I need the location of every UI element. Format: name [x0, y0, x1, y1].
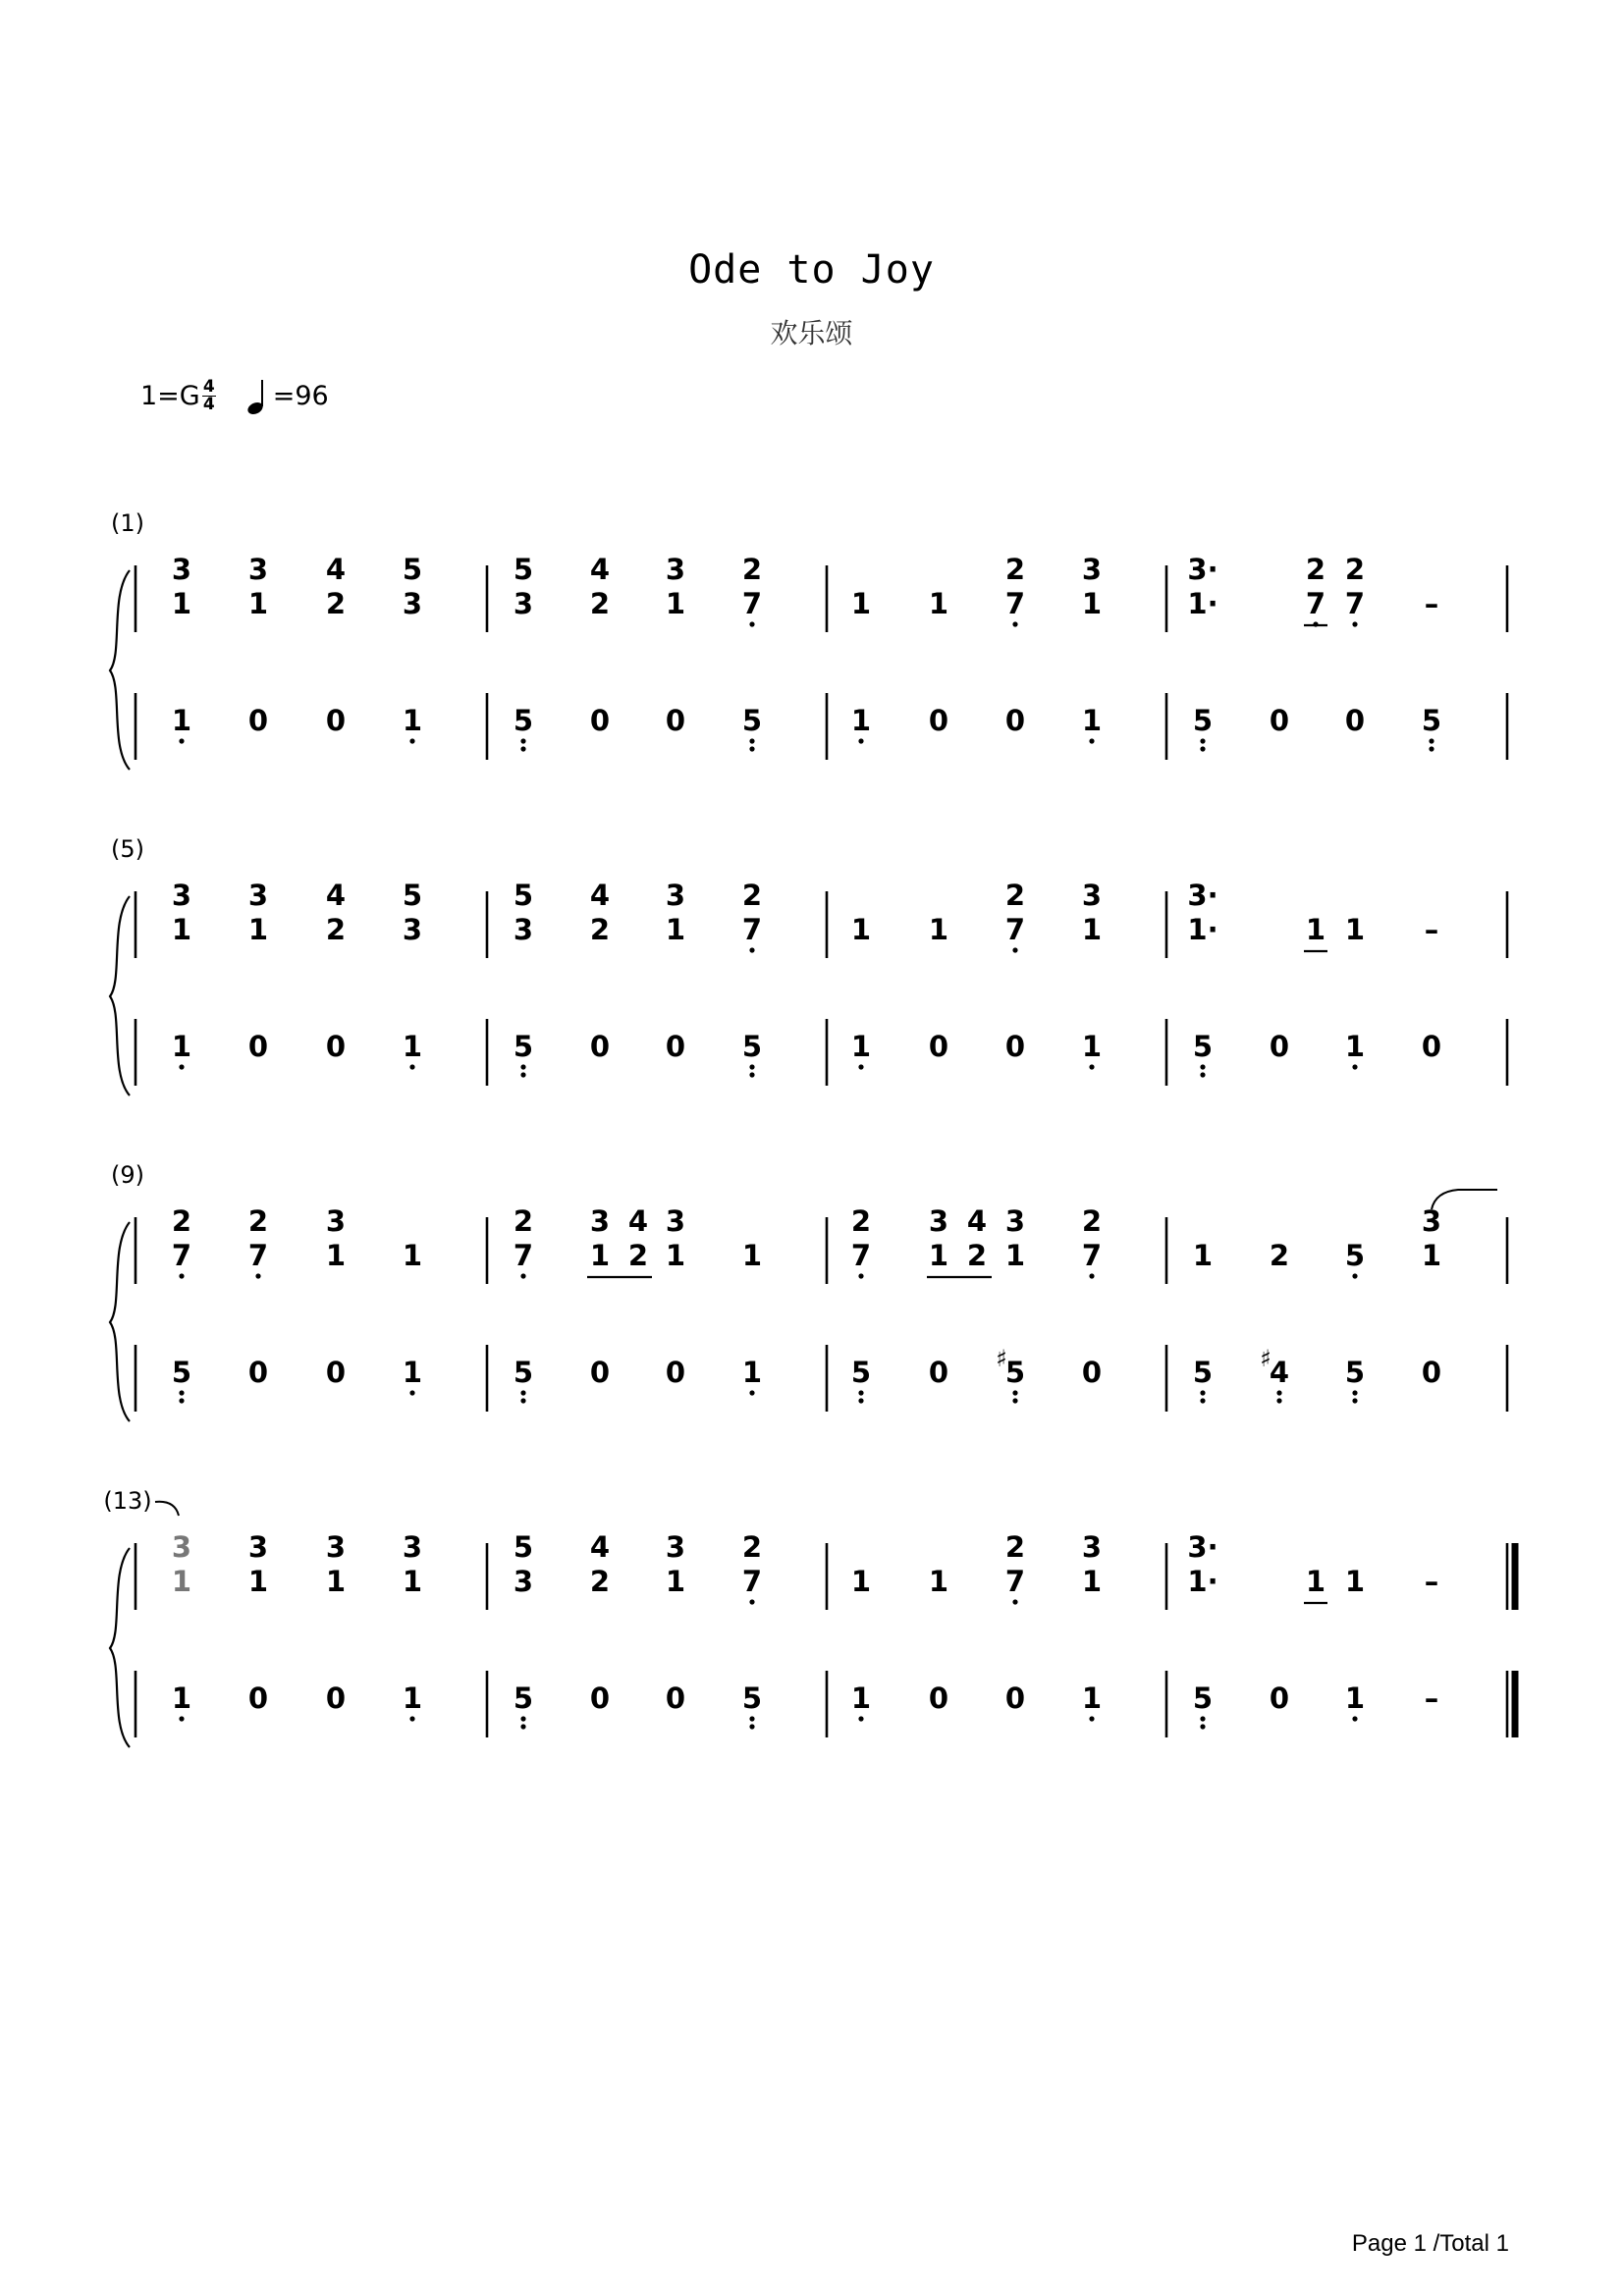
- lower-note: 7: [171, 1239, 192, 1272]
- upper-note: 2: [1081, 1204, 1103, 1238]
- upper-note: 2: [513, 1204, 534, 1238]
- upper-note: 5: [513, 1530, 534, 1564]
- bass-note: 0: [665, 1682, 686, 1715]
- lower-note: 1: [171, 1565, 192, 1598]
- low-octave-dot: [749, 746, 754, 751]
- lower-note: 3: [513, 587, 534, 620]
- upper-note: 4: [627, 1204, 649, 1238]
- system-brace: [110, 896, 130, 1095]
- bass-note: 5: [1421, 704, 1442, 737]
- upper-note: 3·: [1187, 553, 1218, 586]
- low-octave-dot: [520, 1273, 525, 1278]
- lower-note: 1: [928, 913, 949, 946]
- low-octave-dot: [1200, 746, 1205, 751]
- lower-note: 1: [1421, 1239, 1442, 1272]
- low-octave-dot: [1352, 1273, 1357, 1278]
- low-octave-dot: [749, 1390, 754, 1395]
- bass-note: 1: [1081, 704, 1103, 737]
- upper-note: 3: [1081, 879, 1103, 912]
- lower-note: 1: [589, 1239, 611, 1272]
- upper-note: 4: [966, 1204, 988, 1238]
- upper-note: 3: [247, 553, 269, 586]
- upper-note: 4: [589, 553, 611, 586]
- bass-note: 5: [850, 1356, 872, 1389]
- lower-note: –: [1424, 913, 1439, 946]
- bass-note: 1: [171, 704, 192, 737]
- lower-note: 2: [325, 913, 347, 946]
- bass-note: 5: [1192, 704, 1214, 737]
- time-signature-top: 4: [202, 376, 215, 397]
- lower-note: 1: [1192, 1239, 1214, 1272]
- upper-note: 3: [402, 1530, 423, 1564]
- low-octave-dot: [409, 1716, 414, 1721]
- lower-note: 1: [402, 1239, 423, 1272]
- lower-note: 3: [513, 1565, 534, 1598]
- low-octave-dot: [520, 1724, 525, 1729]
- low-octave-dot: [1200, 1390, 1205, 1395]
- bass-note: 0: [589, 1682, 611, 1715]
- lower-note: 1: [325, 1565, 347, 1598]
- lower-note: 1: [171, 587, 192, 620]
- page-footer: Page 1 /Total 1: [1351, 2230, 1509, 2257]
- low-octave-dot: [1200, 1716, 1205, 1721]
- bass-note: 0: [1421, 1030, 1442, 1063]
- bass-note: 1: [1344, 1030, 1366, 1063]
- low-octave-dot: [179, 1716, 184, 1721]
- lower-note: 1: [1305, 913, 1326, 946]
- bass-note: 5: [741, 1682, 763, 1715]
- bass-note: 5: [1004, 1356, 1026, 1389]
- lower-note: 3: [402, 913, 423, 946]
- upper-note: 3: [1004, 1204, 1026, 1238]
- lower-note: 7: [1305, 587, 1326, 620]
- lower-note: 7: [1004, 587, 1026, 620]
- upper-note: 3: [171, 879, 192, 912]
- bass-note: 0: [665, 1356, 686, 1389]
- lower-note: 1: [741, 1239, 763, 1272]
- lower-note: 1: [928, 587, 949, 620]
- tempo: =96: [272, 380, 329, 411]
- upper-note: 4: [589, 1530, 611, 1564]
- low-octave-dot: [1012, 621, 1017, 626]
- upper-note: 2: [1004, 1530, 1026, 1564]
- lower-note: 1·: [1187, 1565, 1218, 1598]
- low-octave-dot: [858, 1716, 863, 1721]
- system-brace: [110, 570, 130, 770]
- bass-note: 1: [171, 1030, 192, 1063]
- upper-note: 2: [850, 1204, 872, 1238]
- lower-note: 7: [741, 1565, 763, 1598]
- lower-note: 1: [1004, 1239, 1026, 1272]
- low-octave-dot: [1352, 1716, 1357, 1721]
- upper-note: 3: [247, 879, 269, 912]
- low-octave-dot: [1089, 1064, 1094, 1069]
- lower-note: 1: [1344, 1565, 1366, 1598]
- upper-note: 5: [402, 879, 423, 912]
- bass-note: 1: [850, 704, 872, 737]
- bass-note: 0: [1421, 1356, 1442, 1389]
- low-octave-dot: [255, 1273, 260, 1278]
- low-octave-dot: [749, 1072, 754, 1077]
- system-brace: [110, 1222, 130, 1421]
- lower-note: 1·: [1187, 587, 1218, 620]
- bass-note: 0: [1269, 704, 1290, 737]
- low-octave-dot: [409, 1390, 414, 1395]
- low-octave-dot: [520, 1716, 525, 1721]
- bass-note: 0: [247, 704, 269, 737]
- lower-note: 1: [665, 587, 686, 620]
- lower-note: 7: [1344, 587, 1366, 620]
- low-octave-dot: [749, 1716, 754, 1721]
- bass-note: 1: [741, 1356, 763, 1389]
- bass-note: 1: [850, 1030, 872, 1063]
- bass-note: 0: [589, 704, 611, 737]
- lower-note: 2: [1269, 1239, 1290, 1272]
- upper-note: 2: [171, 1204, 192, 1238]
- lower-note: 2: [966, 1239, 988, 1272]
- low-octave-dot: [520, 1064, 525, 1069]
- lower-note: 1: [928, 1565, 949, 1598]
- lower-note: 7: [741, 587, 763, 620]
- upper-note: 3: [1421, 1204, 1442, 1238]
- lower-note: 5: [1344, 1239, 1366, 1272]
- system-number: (13): [103, 1487, 152, 1515]
- lower-note: 7: [513, 1239, 534, 1272]
- sharp-sign: ♯: [996, 1345, 1007, 1372]
- low-octave-dot: [1012, 947, 1017, 952]
- low-octave-dot: [858, 1273, 863, 1278]
- upper-note: 3: [171, 553, 192, 586]
- low-octave-dot: [858, 1390, 863, 1395]
- upper-note: 3·: [1187, 879, 1218, 912]
- bass-note: 5: [1344, 1356, 1366, 1389]
- low-octave-dot: [749, 1724, 754, 1729]
- upper-note: 3·: [1187, 1530, 1218, 1564]
- low-octave-dot: [1089, 1716, 1094, 1721]
- upper-note: 5: [402, 553, 423, 586]
- bass-note: 4: [1269, 1356, 1290, 1389]
- lower-note: 1: [1344, 913, 1366, 946]
- system-number: (9): [111, 1161, 144, 1189]
- lower-note: 2: [325, 587, 347, 620]
- low-octave-dot: [179, 738, 184, 743]
- low-octave-dot: [1429, 746, 1434, 751]
- low-octave-dot: [520, 738, 525, 743]
- lower-note: 1: [850, 587, 872, 620]
- upper-note: 2: [741, 553, 763, 586]
- upper-note: 3: [1081, 553, 1103, 586]
- upper-note: 4: [325, 553, 347, 586]
- low-octave-dot: [179, 1273, 184, 1278]
- bass-note: 0: [247, 1682, 269, 1715]
- upper-note: 4: [325, 879, 347, 912]
- bass-note: 0: [589, 1356, 611, 1389]
- low-octave-dot: [1012, 1398, 1017, 1403]
- bass-note: 5: [741, 704, 763, 737]
- time-signature-bottom: 4: [202, 394, 215, 414]
- low-octave-dot: [409, 738, 414, 743]
- upper-note: 2: [1004, 553, 1026, 586]
- bass-note: 0: [665, 704, 686, 737]
- lower-note: 7: [1004, 1565, 1026, 1598]
- lower-note: 1: [171, 913, 192, 946]
- low-octave-dot: [1089, 1273, 1094, 1278]
- sharp-sign: ♯: [1260, 1345, 1271, 1372]
- upper-note: 2: [741, 879, 763, 912]
- bass-note: 5: [1192, 1356, 1214, 1389]
- bass-note: 1: [1081, 1682, 1103, 1715]
- bass-note: 0: [325, 1356, 347, 1389]
- bass-note: 5: [741, 1030, 763, 1063]
- bass-note: 0: [325, 1030, 347, 1063]
- low-octave-dot: [749, 1599, 754, 1604]
- tie-arc: [155, 1502, 179, 1516]
- upper-note: 3: [325, 1204, 347, 1238]
- low-octave-dot: [1352, 1398, 1357, 1403]
- lower-note: 1: [665, 1565, 686, 1598]
- bass-note: 0: [1269, 1030, 1290, 1063]
- lower-note: 1: [665, 913, 686, 946]
- low-octave-dot: [1276, 1398, 1281, 1403]
- lower-note: 3: [513, 913, 534, 946]
- upper-note: 2: [247, 1204, 269, 1238]
- lower-note: 1: [1081, 1565, 1103, 1598]
- lower-note: 3: [402, 587, 423, 620]
- lower-note: 2: [627, 1239, 649, 1272]
- bass-note: 0: [1081, 1356, 1103, 1389]
- system-number: (5): [111, 835, 144, 863]
- lower-note: 7: [1004, 913, 1026, 946]
- low-octave-dot: [520, 1390, 525, 1395]
- low-octave-dot: [1200, 1072, 1205, 1077]
- low-octave-dot: [858, 1398, 863, 1403]
- low-octave-dot: [1200, 1398, 1205, 1403]
- lower-note: 1·: [1187, 913, 1218, 946]
- bass-note: 0: [1004, 1682, 1026, 1715]
- score-title: Ode to Joy: [688, 247, 935, 293]
- low-octave-dot: [1200, 738, 1205, 743]
- lower-note: –: [1424, 587, 1439, 620]
- bass-note: 0: [928, 1682, 949, 1715]
- low-octave-dot: [1200, 1724, 1205, 1729]
- lower-note: 1: [850, 1565, 872, 1598]
- bass-note: 0: [589, 1030, 611, 1063]
- bass-note: 0: [247, 1356, 269, 1389]
- low-octave-dot: [179, 1064, 184, 1069]
- bass-note: 1: [402, 1682, 423, 1715]
- low-octave-dot: [749, 621, 754, 626]
- upper-note: 3: [928, 1204, 949, 1238]
- low-octave-dot: [520, 1398, 525, 1403]
- bass-note: 1: [1344, 1682, 1366, 1715]
- lower-note: 1: [665, 1239, 686, 1272]
- low-octave-dot: [1352, 621, 1357, 626]
- low-octave-dot: [179, 1390, 184, 1395]
- low-octave-dot: [858, 1064, 863, 1069]
- upper-note: 5: [513, 879, 534, 912]
- lower-note: 1: [325, 1239, 347, 1272]
- upper-note: 4: [589, 879, 611, 912]
- low-octave-dot: [179, 1398, 184, 1403]
- low-octave-dot: [1089, 738, 1094, 743]
- upper-note: 3: [325, 1530, 347, 1564]
- score-subtitle: 欢乐颂: [770, 317, 853, 349]
- bass-note: 0: [665, 1030, 686, 1063]
- lower-note: 2: [589, 913, 611, 946]
- upper-note: 2: [1344, 553, 1366, 586]
- bass-note: 1: [402, 1356, 423, 1389]
- upper-note: 5: [513, 553, 534, 586]
- low-octave-dot: [1200, 1064, 1205, 1069]
- system-brace: [110, 1548, 130, 1747]
- bass-note: 0: [1004, 704, 1026, 737]
- low-octave-dot: [409, 1064, 414, 1069]
- lower-note: 7: [247, 1239, 269, 1272]
- lower-note: 1: [247, 587, 269, 620]
- bass-note: 1: [402, 704, 423, 737]
- bass-note: 0: [1004, 1030, 1026, 1063]
- bass-note: 1: [402, 1030, 423, 1063]
- lower-note: 2: [589, 1565, 611, 1598]
- key-signature: 1=G: [140, 380, 200, 411]
- bass-note: 5: [513, 1356, 534, 1389]
- bass-note: 1: [850, 1682, 872, 1715]
- upper-note: 2: [741, 1530, 763, 1564]
- low-octave-dot: [1012, 1599, 1017, 1604]
- lower-note: 1: [247, 913, 269, 946]
- bass-note: 5: [1192, 1682, 1214, 1715]
- bass-note: 1: [1081, 1030, 1103, 1063]
- upper-note: 3: [589, 1204, 611, 1238]
- bass-note: 0: [1344, 704, 1366, 737]
- low-octave-dot: [520, 1072, 525, 1077]
- low-octave-dot: [1352, 1064, 1357, 1069]
- upper-note: 3: [665, 879, 686, 912]
- bass-note: 0: [325, 704, 347, 737]
- lower-note: 7: [850, 1239, 872, 1272]
- bass-note: 0: [325, 1682, 347, 1715]
- low-octave-dot: [749, 1064, 754, 1069]
- lower-note: 7: [741, 913, 763, 946]
- upper-note: 3: [665, 553, 686, 586]
- low-octave-dot: [520, 746, 525, 751]
- bass-note: 5: [513, 1030, 534, 1063]
- upper-note: 3: [1081, 1530, 1103, 1564]
- lower-note: 1: [1081, 913, 1103, 946]
- lower-note: 1: [1081, 587, 1103, 620]
- low-octave-dot: [749, 738, 754, 743]
- bass-note: 5: [1192, 1030, 1214, 1063]
- upper-note: 3: [665, 1530, 686, 1564]
- bass-note: –: [1424, 1682, 1439, 1715]
- bass-note: 0: [928, 704, 949, 737]
- bass-note: 5: [171, 1356, 192, 1389]
- bass-note: 5: [513, 704, 534, 737]
- low-octave-dot: [1429, 738, 1434, 743]
- low-octave-dot: [749, 947, 754, 952]
- bass-note: 0: [928, 1356, 949, 1389]
- lower-note: –: [1424, 1565, 1439, 1598]
- lower-note: 1: [928, 1239, 949, 1272]
- upper-note: 2: [1305, 553, 1326, 586]
- bass-note: 0: [928, 1030, 949, 1063]
- lower-note: 7: [1081, 1239, 1103, 1272]
- lower-note: 1: [247, 1565, 269, 1598]
- lower-note: 1: [1305, 1565, 1326, 1598]
- bass-note: 1: [171, 1682, 192, 1715]
- upper-note: 3: [665, 1204, 686, 1238]
- lower-note: 1: [402, 1565, 423, 1598]
- low-octave-dot: [1276, 1390, 1281, 1395]
- low-octave-dot: [1352, 1390, 1357, 1395]
- bass-note: 0: [247, 1030, 269, 1063]
- upper-note: 2: [1004, 879, 1026, 912]
- lower-note: 2: [589, 587, 611, 620]
- bass-note: 5: [513, 1682, 534, 1715]
- lower-note: 1: [850, 913, 872, 946]
- low-octave-dot: [858, 738, 863, 743]
- upper-note: 3: [247, 1530, 269, 1564]
- system-number: (1): [111, 509, 144, 537]
- bass-note: 0: [1269, 1682, 1290, 1715]
- low-octave-dot: [1012, 1390, 1017, 1395]
- upper-note: 3: [171, 1530, 192, 1564]
